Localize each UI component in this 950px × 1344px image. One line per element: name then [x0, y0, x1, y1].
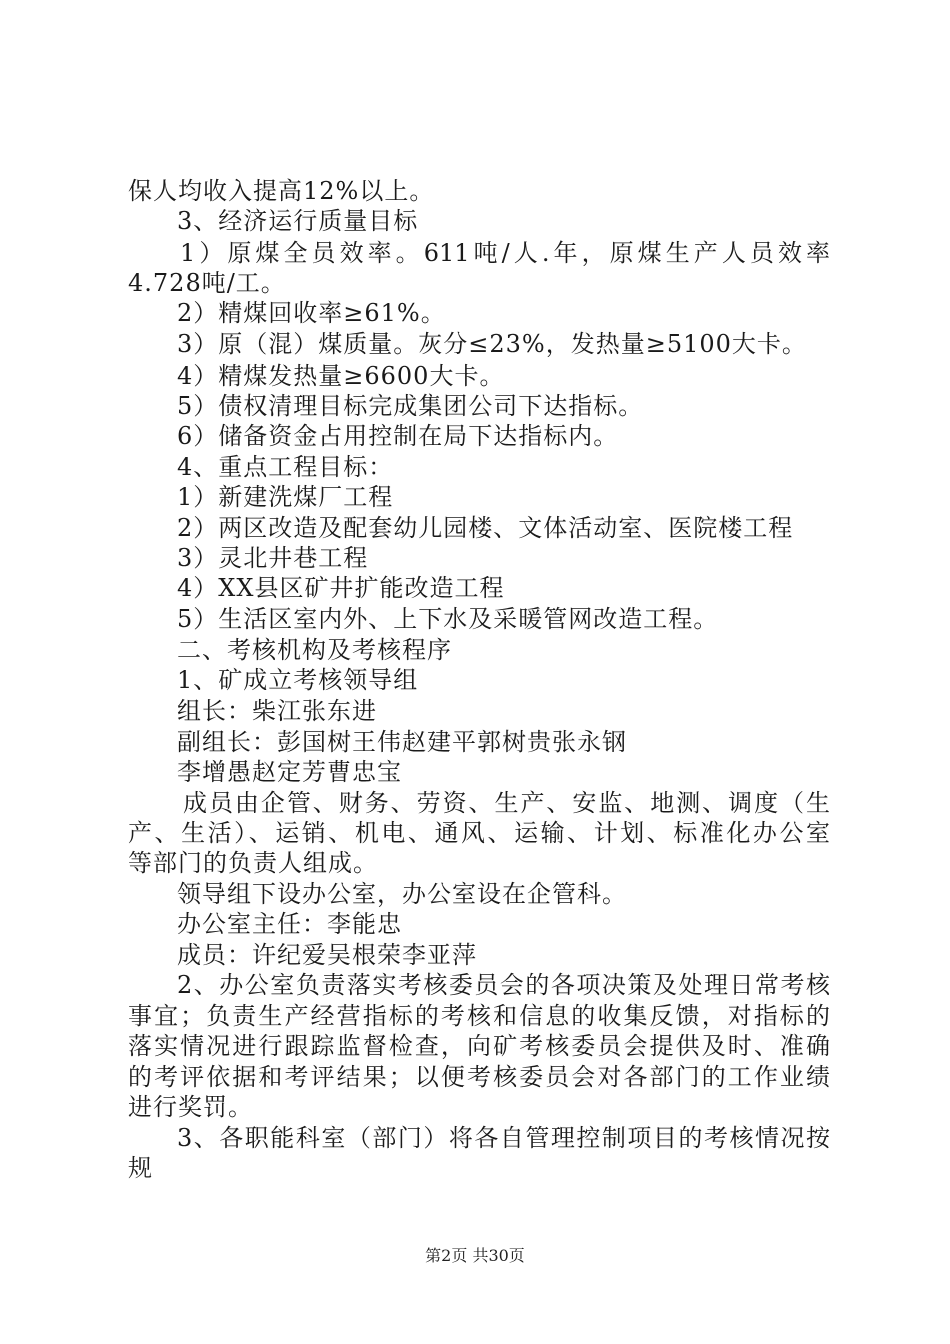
text-line: 5）生活区室内外、上下水及采暖管网改造工程。 — [177, 605, 719, 633]
text-line: 等部门的负责人组成。 — [128, 849, 378, 877]
text-line: 副组长：彭国树王伟赵建平郭树贵张永钢 — [177, 728, 627, 756]
section-heading: 二、考核机构及考核程序 — [177, 636, 452, 664]
text-line: 5）债权清理目标完成集团公司下达指标。 — [177, 392, 644, 420]
text-line: 4）XX县区矿井扩能改造工程 — [177, 574, 505, 602]
text-line: 产、生活）、运销、机电、通风、运输、计划、标准化办公室 — [128, 819, 830, 847]
text-line: 办公室主任：李能忠 — [177, 910, 402, 938]
text-line: 3、各职能科室（部门）将各自管理控制项目的考核情况按 — [177, 1124, 830, 1152]
text-line: 6）储备资金占用控制在局下达指标内。 — [177, 422, 619, 450]
text-line: 领导组下设办公室，办公室设在企管科。 — [177, 880, 627, 908]
text-line: 2）精煤回收率≥61%。 — [177, 299, 446, 327]
text-line: 1）新建洗煤厂工程 — [177, 483, 394, 511]
text-line: 事宜；负责生产经营指标的考核和信息的收集反馈，对指标的 — [128, 1002, 830, 1030]
text-line: 的考评依据和考评结果；以便考核委员会对各部门的工作业绩 — [128, 1063, 830, 1091]
text-line: 保人均收入提高12%以上。 — [128, 177, 435, 205]
page-footer: 第2页 共30页 — [425, 1246, 525, 1265]
section-heading: 3、经济运行质量目标 — [177, 207, 419, 235]
text-line: 2）两区改造及配套幼儿园楼、文体活动室、医院楼工程 — [177, 514, 794, 542]
text-line: 成员：许纪爱吴根荣李亚萍 — [177, 941, 477, 969]
text-line: 3）灵北井巷工程 — [177, 544, 369, 572]
text-line: 落实情况进行跟踪监督检查，向矿考核委员会提供及时、准确 — [128, 1032, 830, 1060]
section-heading: 4、重点工程目标： — [177, 453, 394, 481]
text-line: 规 — [128, 1154, 153, 1182]
text-line: 4.728吨/工。 — [128, 269, 286, 297]
text-line: 李增愚赵定芳曹忠宝 — [177, 758, 402, 786]
section-heading: 1、矿成立考核领导组 — [177, 666, 419, 694]
text-line: 组长：柴江张东进 — [177, 697, 377, 725]
text-line: 4）精煤发热量≥6600大卡。 — [177, 362, 505, 390]
text-line: 成员由企管、财务、劳资、生产、安监、地测、调度（生 — [183, 789, 830, 817]
text-line: 进行奖罚。 — [128, 1093, 253, 1121]
text-line: 3）原（混）煤质量。灰分≤23%，发热量≥5100大卡。 — [177, 330, 807, 358]
text-line: 1）原煤全员效率。611吨/人.年，原煤生产人员效率 — [180, 239, 830, 267]
text-line: 2、办公室负责落实考核委员会的各项决策及处理日常考核 — [177, 971, 830, 999]
